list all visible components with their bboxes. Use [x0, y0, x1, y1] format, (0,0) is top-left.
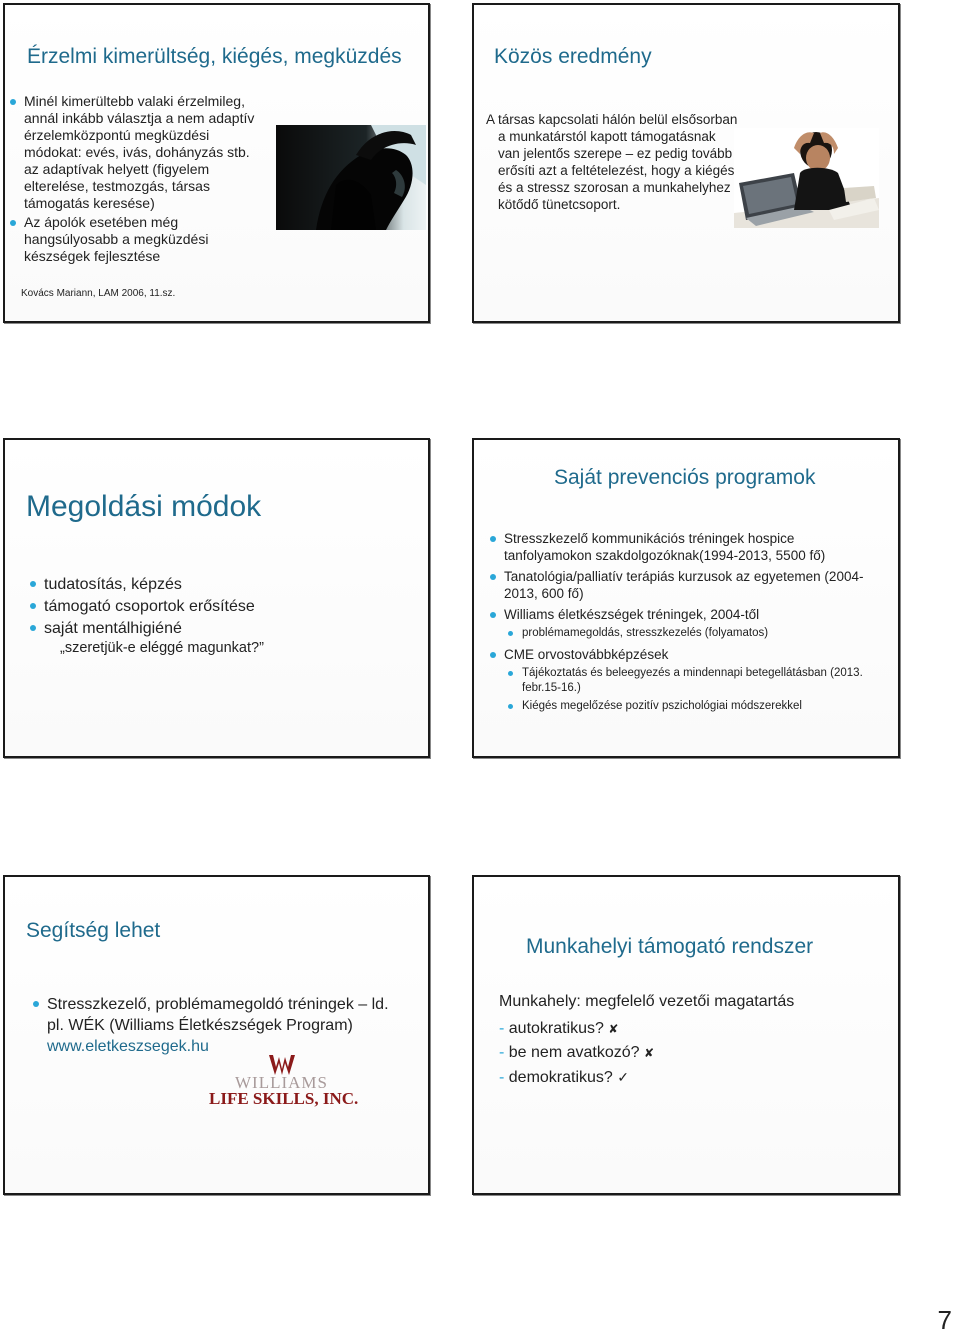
- program-subitem: Kiégés megelőzése pozitív pszichológiai módszerekkel: [508, 699, 885, 714]
- check-icon: ✓: [617, 1069, 630, 1085]
- bullet-item: Minél kimerültebb valaki érzelmileg, annál inkább választja a nem adaptív érzelemközpontú megküzdési módokat: evés, ivás, dohányzás stb. az adaptívak helyett (figyelem elterelése, testmozgás, társas támogatás keresése): [10, 93, 260, 212]
- bullet-item: Stresszkezelő, problémamegoldó tréningek – ld. pl. WÉK (Williams Életkészségek Program): [33, 994, 398, 1036]
- slide-title: Megoldási módok: [26, 490, 262, 523]
- cross-icon: ✘: [643, 1046, 655, 1060]
- slide-munkahelyi-tamogato-rendszer: [472, 875, 900, 1195]
- option-label: demokratikus?: [508, 1069, 613, 1086]
- bullet-list: [10, 93, 260, 265]
- logo-line2: LIFE SKILLS, INC.: [209, 1089, 359, 1108]
- stressed-man-laptop-photo: [734, 128, 879, 228]
- program-item: CME orvostovábbképzések: [490, 646, 885, 663]
- slide-megoldasi-modok: [3, 438, 430, 758]
- program-item: Williams életkészségek tréningek, 2004-től: [490, 606, 885, 623]
- option-item: - be nem avatkozó? ✘: [499, 1044, 655, 1061]
- slide-title: Érzelmi kimerültség, kiégés, megküzdés: [27, 45, 402, 68]
- option-label: be nem avatkozó?: [508, 1044, 640, 1061]
- cross-icon: ✘: [608, 1022, 619, 1036]
- bullet-list: [30, 574, 255, 640]
- option-item: - autokratikus? ✘: [499, 1020, 619, 1037]
- logo-line1: WILLIAMS: [235, 1073, 328, 1092]
- page-number: 7: [937, 1305, 952, 1335]
- slide-kozos-eredmeny: [472, 3, 900, 323]
- body-text: A társas kapcsolati hálón belül elsősorban a munkatárstól kapott támogatásnak van jelentős szerepe – ez pedig tovább erősíti azt a feltételezést, hogy a kiégés és a stressz szorosan a munkahelyhez kötődő tünetcsoport.: [486, 112, 738, 212]
- intro-text: Munkahely: megfelelő vezetői magatartás: [499, 993, 795, 1010]
- bullet-item: támogató csoportok erősítése: [30, 596, 255, 618]
- slide-title: Munkahelyi támogató rendszer: [526, 935, 814, 958]
- program-item: Tanatológia/palliatív terápiás kurzusok az egyetemen (2004-2013, 600 fő): [490, 568, 885, 602]
- bullet-item: tudatosítás, képzés: [30, 574, 255, 596]
- quote-text: „szeretjük-e eléggé magunkat?”: [60, 640, 264, 656]
- slide-segitseg-lehet: [3, 875, 430, 1195]
- program-subitem: Tájékoztatás és beleegyezés a mindennapi betegellátásban (2013. febr.15-16.): [508, 666, 882, 696]
- website-link[interactable]: www.eletkeszsegek.hu: [47, 1038, 209, 1055]
- leadership-options: [499, 1017, 654, 1090]
- bullet-item: saját mentálhigiéné: [30, 618, 255, 640]
- slide-sajat-prevencios-programok: [472, 438, 900, 758]
- slide-erzelmi-kimerultseg: [3, 3, 430, 323]
- slide-title: Saját prevenciós programok: [554, 466, 816, 489]
- program-item: Stresszkezelő kommunikációs tréningek hospice tanfolyamokon szakdolgozóknak(1994-2013, 5500 fő): [490, 530, 885, 564]
- williams-life-skills-logo: [205, 1053, 370, 1111]
- bullet-item: Az ápolók esetében még hangsúlyosabb a megküzdési készségek fejlesztése: [10, 214, 260, 265]
- bullet-list: [33, 994, 398, 1057]
- option-item: - demokratikus? ✓: [499, 1069, 630, 1086]
- slide-title: Közös eredmény: [494, 45, 652, 68]
- program-list: [490, 530, 885, 714]
- option-label: autokratikus?: [508, 1020, 604, 1037]
- program-subitem: problémamegoldás, stresszkezelés (folyamatos): [508, 626, 885, 641]
- woman-silhouette-photo: [276, 125, 426, 230]
- slide-title: Segítség lehet: [26, 919, 161, 942]
- footnote-citation: Kovács Mariann, LAM 2006, 11.sz.: [21, 288, 176, 299]
